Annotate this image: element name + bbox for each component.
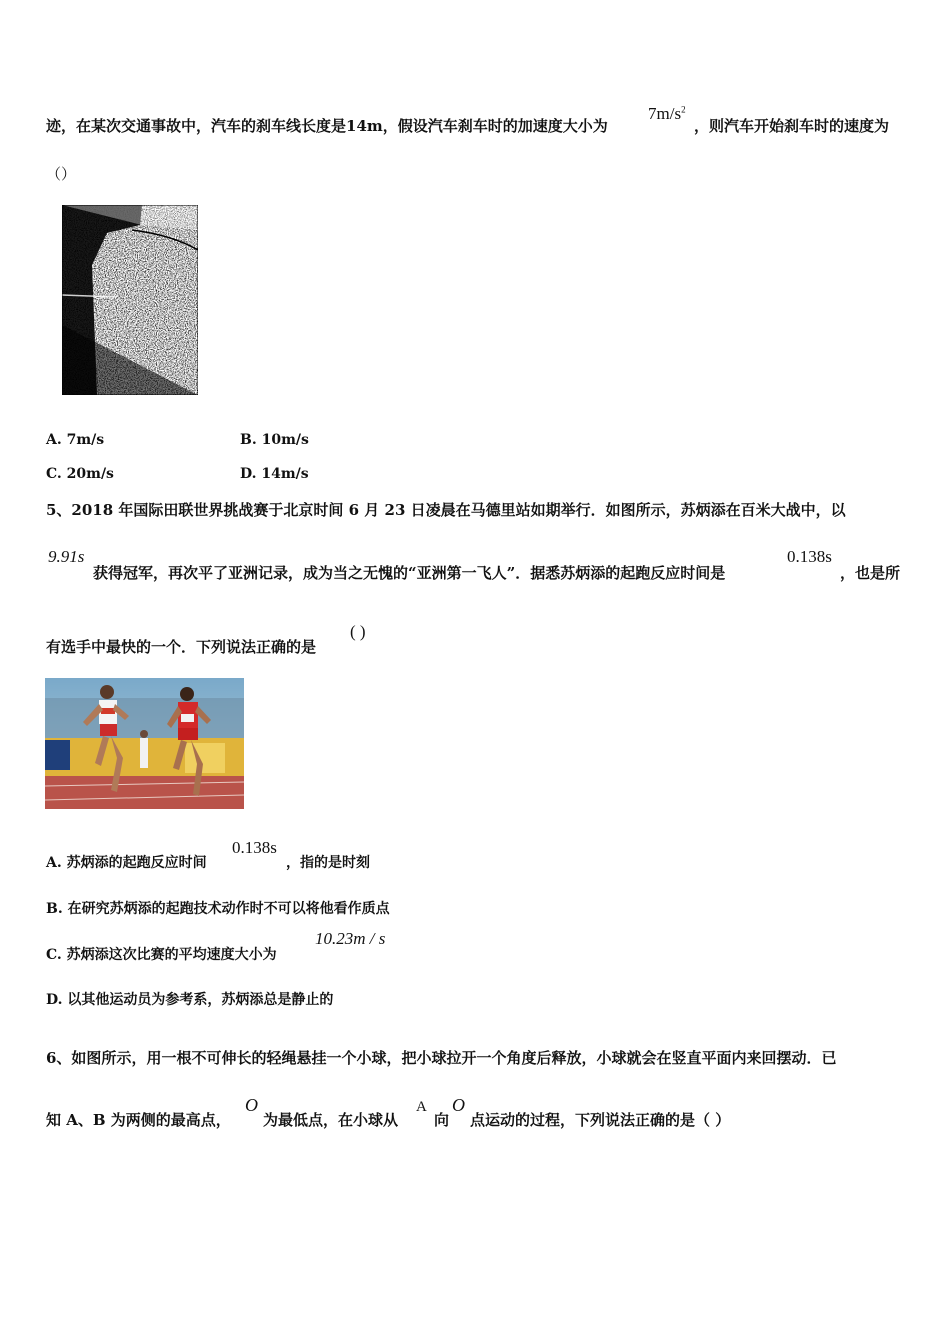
q5-option-a[interactable]: A. 苏炳添的起跑反应时间	[46, 855, 207, 871]
q5-stem-line-1: 5、2018 年国际田联世界挑战赛于北京时间 6 月 23 日凌晨在马德里站如期举行．如图所示，苏炳添在百米大战中，以	[46, 501, 846, 519]
q5-winning-time: 9.91s	[48, 547, 85, 566]
q5-option-d[interactable]: D. 以其他运动员为参考系，苏炳添总是静止的	[46, 992, 334, 1008]
q5-option-a-end: ，指的是时刻	[286, 855, 370, 871]
q6-stem-line-2a: 知 A、B 为两侧的最高点，	[46, 1111, 231, 1129]
q6-point-o-1: O	[245, 1095, 258, 1115]
q4-option-a[interactable]: A. 7m/s	[46, 432, 105, 448]
skid-mark-photo	[62, 205, 198, 395]
q5-stem-line-3: 有选手中最快的一个．下列说法正确的是	[46, 638, 317, 656]
q6-stem-line-2c: 向	[434, 1111, 450, 1129]
q5-option-c[interactable]: C. 苏炳添这次比赛的平均速度大小为	[46, 947, 277, 963]
q4-text-after: ，则汽车开始刹车时的速度为	[694, 117, 890, 135]
q5-option-a-value: 0.138s	[232, 838, 277, 857]
q4-option-b[interactable]: B. 10m/s	[240, 432, 309, 448]
q4-stem-line	[46, 115, 608, 136]
q5-option-c-value: 10.23m / s	[315, 929, 386, 948]
q4-text-before: 迹，在某次交通事故中，汽车的刹车线长度是14m，假设汽车刹车时的加速度大小为	[46, 117, 608, 135]
q4-answer-paren: （）	[46, 165, 77, 183]
q5-stem-line-2-end: ，也是所	[840, 564, 901, 582]
q5-option-b[interactable]: B. 在研究苏炳添的起跑技术动作时不可以将他看作质点	[46, 901, 390, 917]
q6-stem-line-2d: 点运动的过程，下列说法正确的是（ ）	[470, 1111, 731, 1129]
q4-option-c[interactable]: C. 20m/s	[46, 466, 114, 482]
q5-stem-line-2: 获得冠军，再次平了亚洲记录，成为当之无愧的“亚洲第一飞人”．据悉苏炳添的起跑反应时间是	[93, 564, 726, 582]
q4-acceleration: $7m/s^2$	[648, 104, 686, 123]
q5-reaction-time: 0.138s	[787, 547, 832, 566]
q6-point-o-2: O	[452, 1095, 465, 1115]
q6-stem-line-1: 6、如图所示，用一根不可伸长的轻绳悬挂一个小球，把小球拉开一个角度后释放，小球就会在竖直平面内来回摆动．已	[46, 1049, 837, 1067]
q6-stem-line-2b: 为最低点，在小球从	[263, 1111, 399, 1129]
sprinters-photo	[45, 678, 244, 809]
q5-answer-paren: ( )	[350, 622, 366, 641]
q6-point-a: A	[416, 1099, 427, 1115]
q4-acceleration-exponent: 2	[681, 104, 686, 115]
q4-option-d[interactable]: D. 14m/s	[240, 466, 309, 482]
